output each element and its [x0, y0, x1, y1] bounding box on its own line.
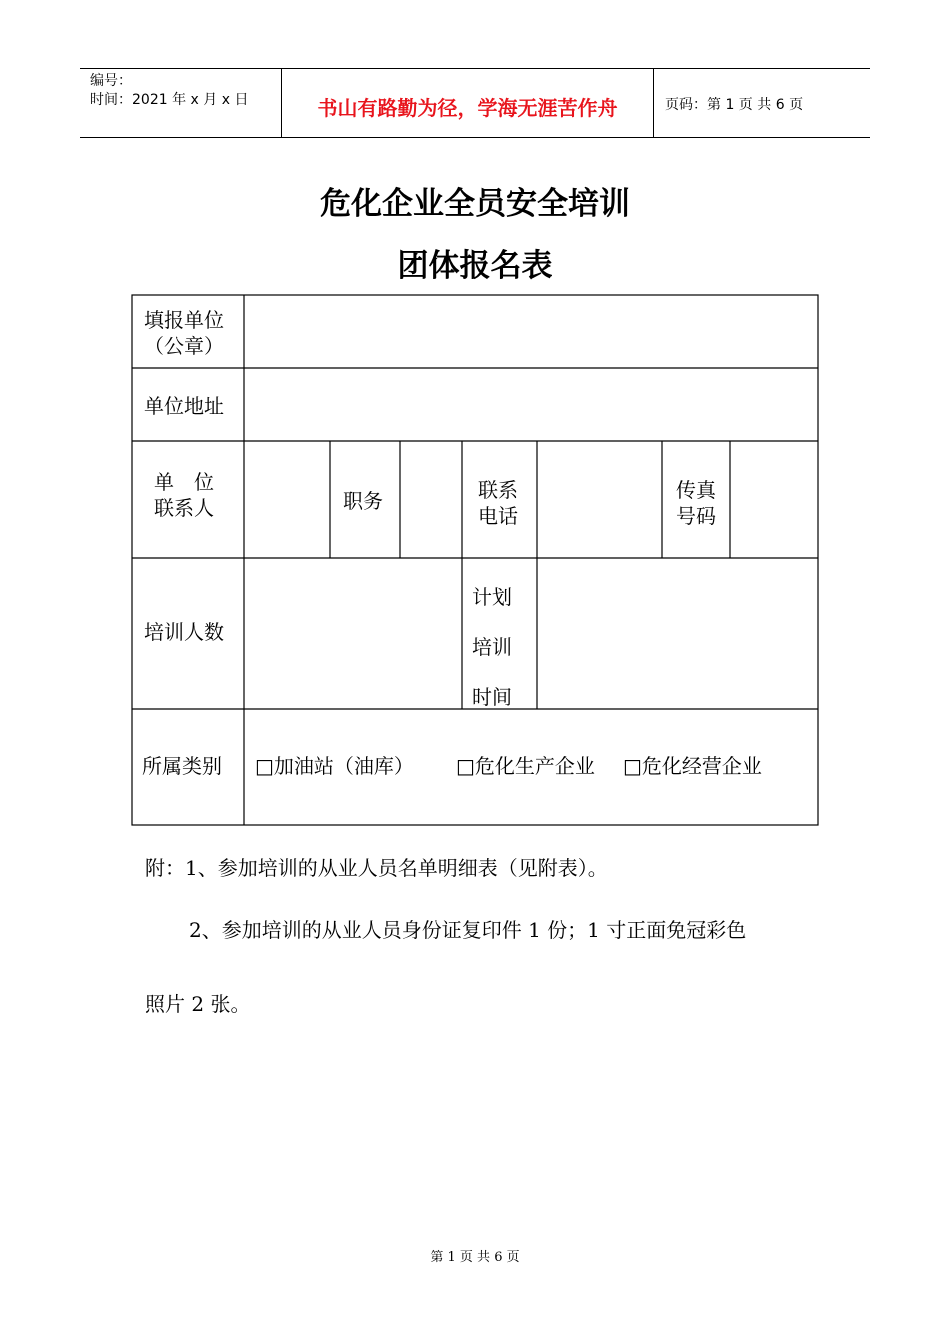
contact-label [154, 469, 214, 521]
address-label: 单位地址 [144, 394, 224, 418]
phone-input[interactable] [538, 442, 662, 558]
position-input[interactable] [401, 442, 462, 558]
category-option-gas-station[interactable]: □加油站（油库） [255, 754, 414, 778]
page-subtitle: 团体报名表 [397, 248, 553, 284]
unit-label [144, 307, 224, 359]
note-attachment-1: 附：1、参加培训的从业人员名单明细表（见附表）。 [145, 856, 608, 880]
unit-label-line2: （公章） [144, 334, 224, 358]
contact-label-line1: 单 位 [154, 470, 214, 494]
fax-label-line2: 号码 [676, 504, 716, 528]
unit-label-line1: 填报单位 [144, 308, 224, 332]
fax-label [676, 477, 716, 529]
header-page-info: 页码：第 1 页 共 6 页 [665, 97, 804, 113]
plan-time-input[interactable] [538, 559, 817, 709]
document-time: 时间：2021 年 x 月 x 日 [90, 92, 249, 108]
fax-label-line1: 传真 [676, 478, 716, 502]
unit-input[interactable] [245, 296, 817, 368]
plan-time-label [472, 572, 512, 722]
fax-input[interactable] [731, 442, 817, 558]
document-number: 编号： [90, 73, 132, 89]
note-attachment-2-line2: 照片 2 张。 [145, 992, 251, 1016]
contact-input[interactable] [245, 442, 330, 558]
phone-label [478, 477, 518, 529]
contact-label-line2: 联系人 [154, 496, 214, 520]
note-attachment-2-line1: 2、参加培训的从业人员身份证复印件 1 份；1 寸正面免冠彩色 [189, 918, 747, 942]
category-label: 所属类别 [142, 754, 222, 778]
plan-time-label-line3: 时间 [472, 685, 512, 709]
plan-time-label-line1: 计划 [472, 585, 512, 609]
address-input[interactable] [245, 369, 817, 441]
position-label: 职务 [343, 489, 383, 513]
page-footer: 第 1 页 共 6 页 [430, 1250, 520, 1265]
category-option-hazchem-trading[interactable]: □危化经营企业 [623, 754, 762, 778]
page-title: 危化企业全员安全培训 [320, 186, 630, 222]
plan-time-label-line2: 培训 [472, 635, 512, 659]
header-motto: 书山有路勤为径，学海无涯苦作舟 [317, 96, 618, 120]
trainee-count-input[interactable] [245, 559, 462, 709]
trainee-count-label: 培训人数 [144, 620, 224, 644]
phone-label-line1: 联系 [478, 478, 518, 502]
phone-label-line2: 电话 [478, 504, 518, 528]
category-option-hazchem-production[interactable]: □危化生产企业 [456, 754, 595, 778]
